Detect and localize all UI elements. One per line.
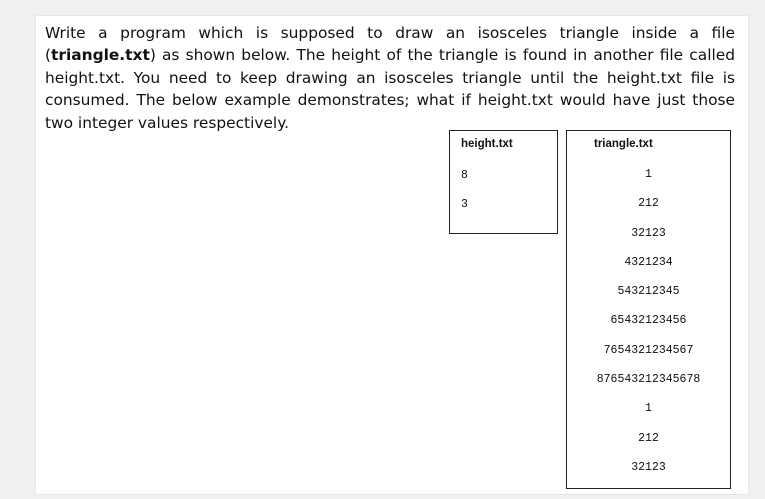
triangle-line: 65432123456 (610, 314, 687, 328)
triangle-line: 876543212345678 (596, 373, 701, 387)
statement-part-1: Write a program which is supposed to draw an isosceles triangle inside a file ( (45, 24, 735, 65)
height-values-list (461, 169, 468, 227)
triangle-line: 7654321234567 (603, 343, 694, 357)
height-value: 3 (461, 198, 468, 211)
height-file-title: height.txt (461, 138, 513, 150)
triangle-line: 543212345 (617, 285, 680, 299)
triangle-lines-list (567, 168, 730, 490)
statement-part-2: ) as shown below. The height of the triangle is found in another file called height.txt. You need to keep drawing an isosceles triangle until the height.txt file is consumed. The below example demonstrates; what if height.txt would have just those two integer values respectively. (45, 46, 735, 132)
triangle-line: 32123 (631, 460, 666, 474)
document-page (36, 16, 748, 494)
triangle-line: 1 (645, 168, 652, 181)
triangle-file-title: triangle.txt (594, 138, 653, 150)
triangle-line: 32123 (631, 226, 666, 240)
problem-statement (45, 22, 735, 134)
height-file-box (449, 130, 558, 234)
height-value: 8 (461, 169, 468, 182)
triangle-line: 212 (638, 431, 659, 445)
triangle-line: 1 (645, 402, 652, 416)
triangle-file-box (566, 130, 731, 489)
statement-bold-filename: triangle.txt (51, 46, 150, 65)
triangle-line: 212 (638, 197, 659, 211)
triangle-line: 4321234 (624, 255, 673, 269)
